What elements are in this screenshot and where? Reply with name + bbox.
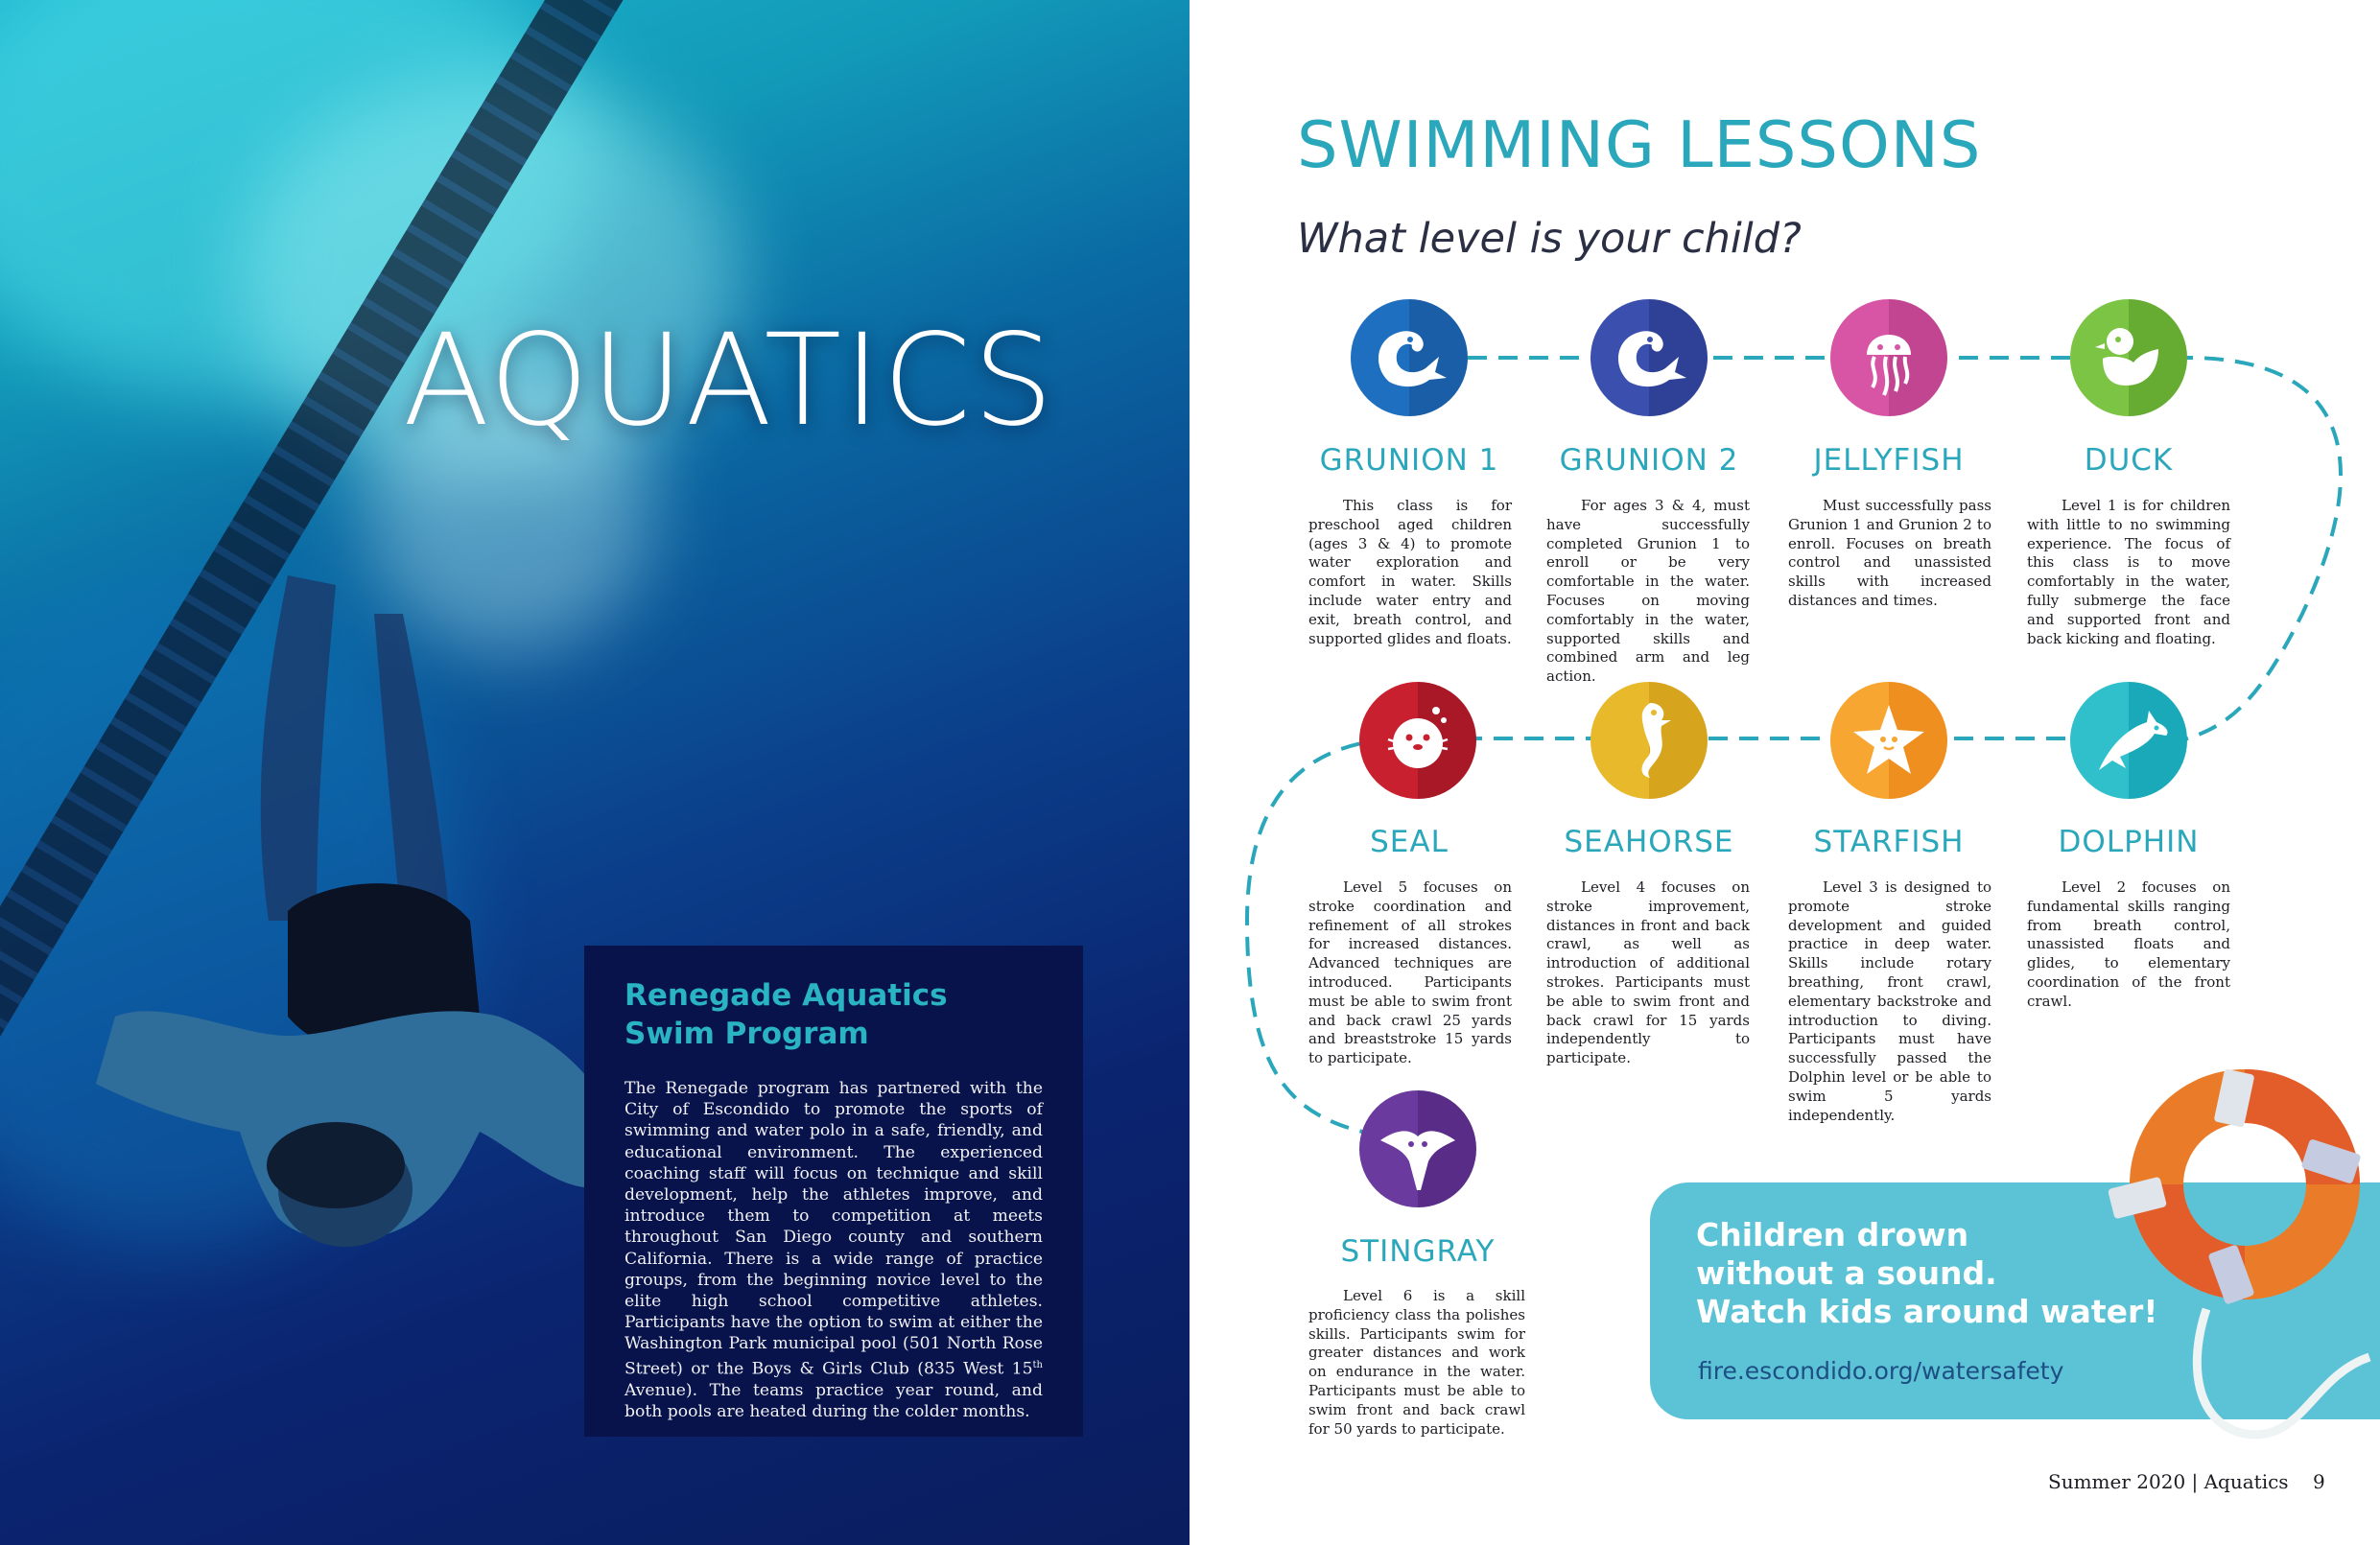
- level-name-duck: DUCK: [2084, 443, 2174, 478]
- level-desc-grunion-1: This class is for preschool aged children (ages 3 & 4) to promote water exploration and comfort in water. Skills include water entry and exit, breath control, and supported glides and floats.: [1308, 497, 1512, 647]
- level-name-dolphin: DOLPHIN: [2058, 825, 2200, 859]
- renegade-body-text-end: Avenue). The teams practice year round, and both pools are heated during the colder months.: [624, 1380, 1043, 1421]
- level-desc-grunion-2: For ages 3 & 4, must have successfully completed Grunion 1 to enroll or be very comfortable in the water. Focuses on moving comfortably in the water, supported skills and combined arm and leg action.: [1546, 497, 1750, 686]
- seahorse-icon: [1591, 682, 1708, 799]
- renegade-title-line1: Renegade Aquatics: [624, 978, 948, 1013]
- level-name-seahorse: SEAHORSE: [1564, 825, 1734, 859]
- grunion-2-icon: [1591, 299, 1708, 416]
- renegade-body-sup: th: [1032, 1359, 1043, 1370]
- banner-line-2: without a sound.: [1696, 1254, 1997, 1292]
- level-name-grunion-1: GRUNION 1: [1319, 443, 1499, 478]
- level-desc-seal: Level 5 focuses on stroke coordination and refinement of all strokes for increased distances. Advanced techniques are introduced. Participants must be able to swim front and back crawl 25 yards and breaststroke 15 yards to participate.: [1308, 878, 1512, 1067]
- stingray-icon: [1359, 1090, 1476, 1207]
- level-name-jellyfish: JELLYFISH: [1813, 443, 1965, 478]
- section-title: AQUATICS: [403, 307, 1056, 455]
- banner-line-3: Watch kids around water!: [1696, 1293, 2158, 1330]
- renegade-title-line2: Swim Program: [624, 1017, 869, 1051]
- duck-icon: [2070, 299, 2187, 416]
- page-footer: Summer 2020 | Aquatics 9: [2048, 1470, 2325, 1493]
- water-safety-link[interactable]: fire.escondido.org/watersafety: [1698, 1357, 2064, 1385]
- level-desc-duck: Level 1 is for children with little to no swimming experience. The focus of this class is to move comfortably in the water, fully submerge the face and supported front and back kicking and floating.: [2027, 497, 2230, 647]
- renegade-body-text: The Renegade program has partnered with the City of Escondido to promote the sports of swimming and water polo in a safe, friendly, and educational environment. The experienced coaching staff will focus on technique and skill development, help the athletes improve, and introduce them to competition at meets throughout San Diego county and southern California. There is a wide range of practice groups, from the beginning novice level to the elite high school competitive athletes. Participants have the option to swim at either the Washington Park municipal pool (501 North Rose Street) or the Boys & Girls Club (835 West 15: [624, 1079, 1043, 1379]
- level-desc-stingray: Level 6 is a skill proficiency class tha polishes skills. Participants swim for greater distances and work on endurance in the water. Participants must be able to swim front and back crawl for 50 yards to participate.: [1308, 1287, 1525, 1438]
- life-ring-icon: [2091, 1060, 2380, 1463]
- level-desc-dolphin: Level 2 focuses on fundamental skills ranging from breath control, unassisted floats and glides, to elementary coordination of the front crawl.: [2027, 878, 2230, 1010]
- page-title: SWIMMING LESSONS: [1297, 107, 1982, 182]
- level-desc-jellyfish: Must successfully pass Grunion 1 and Grunion 2 to enroll. Focuses on breath control and unassisted skills with increased distances and times.: [1788, 497, 1991, 609]
- page-subtitle: What level is your child?: [1297, 215, 1802, 263]
- dolphin-icon: [2070, 682, 2187, 799]
- level-name-starfish: STARFISH: [1813, 825, 1965, 859]
- level-name-seal: SEAL: [1370, 825, 1449, 859]
- level-desc-starfish: Level 3 is designed to promote stroke development and guided practice in deep water. Skills include rotary breathing, front crawl, elementary backstroke and introduction to diving. Participants must have successfully passed the Dolphin level or be able to swim 5 yards independently.: [1788, 878, 1991, 1124]
- jellyfish-icon: [1830, 299, 1947, 416]
- level-desc-seahorse: Level 4 focuses on stroke improvement, distances in front and back crawl, as well as introduction of additional strokes. Participants must be able to swim front and back crawl for 15 yards independently to participate.: [1546, 878, 1750, 1067]
- banner-line-1: Children drown: [1696, 1216, 1969, 1253]
- level-name-stingray: STINGRAY: [1340, 1234, 1496, 1269]
- level-name-grunion-2: GRUNION 2: [1559, 443, 1739, 478]
- grunion-1-icon: [1351, 299, 1468, 416]
- starfish-icon: [1830, 682, 1947, 799]
- seal-icon: [1359, 682, 1476, 799]
